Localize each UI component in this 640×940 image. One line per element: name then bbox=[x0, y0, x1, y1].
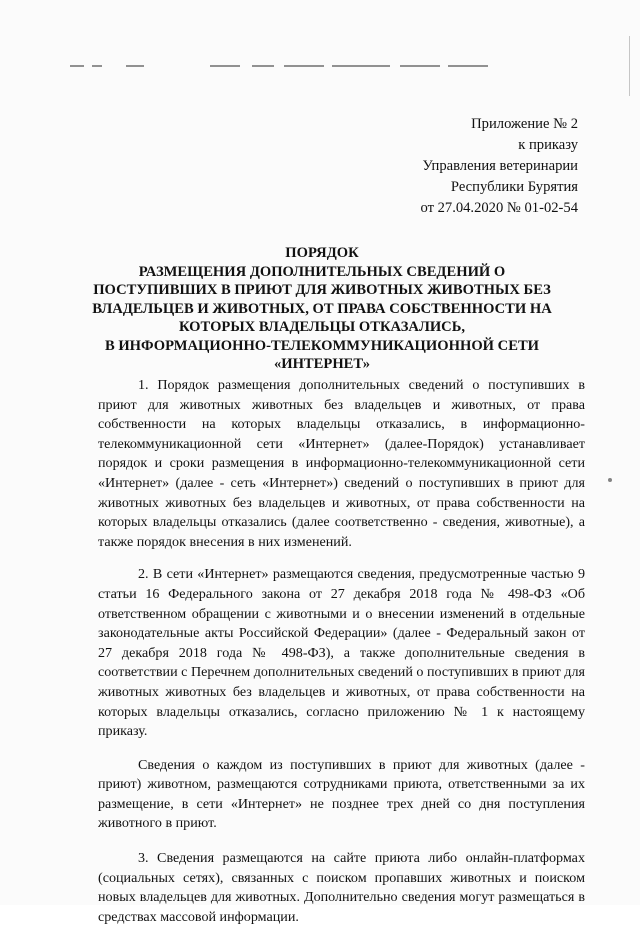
document-body bbox=[98, 376, 585, 940]
paragraph-1: 1. Порядок размещения дополнительных сведений о поступивших в приют для животных животных без владельцев и животных, от права собственности на которых владельцы отказались, в информационно-телекоммуникационной сети «Интернет» (далее-Порядок) устанавливает порядок и сроки размещения в информационно-телекоммуникационной сети «Интернет» (далее - сеть «Интернет») сведений о поступивших в приют для животных животных без владельцев и животных, от права собственности на которых владельцы отказались (далее соответственно - сведения, животные), а также порядок внесения в них изменений. bbox=[98, 377, 585, 550]
scan-stray-dot bbox=[608, 478, 612, 482]
paragraph-3: 3. Сведения размещаются на сайте приюта либо онлайн-платформах (социальных сетях), связанных с поиском пропавших животных и поиском новых владельцев для животных. Дополнительно сведения могут размещаться в средствах массовой информации. bbox=[98, 850, 585, 925]
title-line: ВЛАДЕЛЬЦЕВ И ЖИВОТНЫХ, ОТ ПРАВА СОБСТВЕННОСТИ НА bbox=[92, 300, 552, 317]
scan-edge-mark bbox=[629, 36, 630, 96]
appendix-order-ref: к приказу bbox=[518, 137, 578, 153]
title-line: В ИНФОРМАЦИОННО-ТЕЛЕКОММУНИКАЦИОННОЙ СЕТИ bbox=[104, 337, 540, 354]
title-line: РАЗМЕЩЕНИЯ ДОПОЛНИТЕЛЬНЫХ СВЕДЕНИЙ О bbox=[138, 263, 506, 280]
document-title bbox=[82, 244, 562, 374]
title-line: ПОСТУПИВШИХ В ПРИЮТ ДЛЯ ЖИВОТНЫХ ЖИВОТНЫХ БЕЗ bbox=[93, 282, 551, 298]
appendix-number: Приложение № 2 bbox=[471, 116, 578, 132]
appendix-issuer: Управления ветеринарии bbox=[422, 158, 578, 174]
appendix-header bbox=[420, 114, 578, 219]
paragraph-2: 2. В сети «Интернет» размещаются сведения, предусмотренные частью 9 статьи 16 Федерального закона от 27 декабря 2018 года № 498-ФЗ «Об ответственном обращении с животными и о внесении изменений в отдельные законодательные акты Российской Федерации» (далее - Федеральный закон от 27 декабря 2018 года № 498-ФЗ), а также дополнительные сведения в соответствии с Перечнем дополнительных сведений о поступивших в приют для животных животных без владельцев и животных, от права собственности на которых владельцы отказались, согласно приложению № 1 к настоящему приказу. bbox=[98, 566, 585, 740]
appendix-date-number: от 27.04.2020 № 01-02-54 bbox=[420, 200, 578, 216]
scan-artifact-line bbox=[70, 62, 490, 70]
paragraph-2-continued: Сведения о каждом из поступивших в приют для животных (далее - приют) животном, размещаются сотрудниками приюта, ответственными за их размещение, в сети «Интернет» не позднее трех дней со дня поступления животного в приют. bbox=[98, 756, 585, 832]
title-line: «ИНТЕРНЕТ» bbox=[273, 356, 371, 372]
appendix-region: Республики Бурятия bbox=[450, 179, 578, 195]
title-line: КОТОРЫХ ВЛАДЕЛЬЦЫ ОТКАЗАЛИСЬ, bbox=[178, 319, 466, 335]
title-line: ПОРЯДОК bbox=[285, 245, 359, 261]
